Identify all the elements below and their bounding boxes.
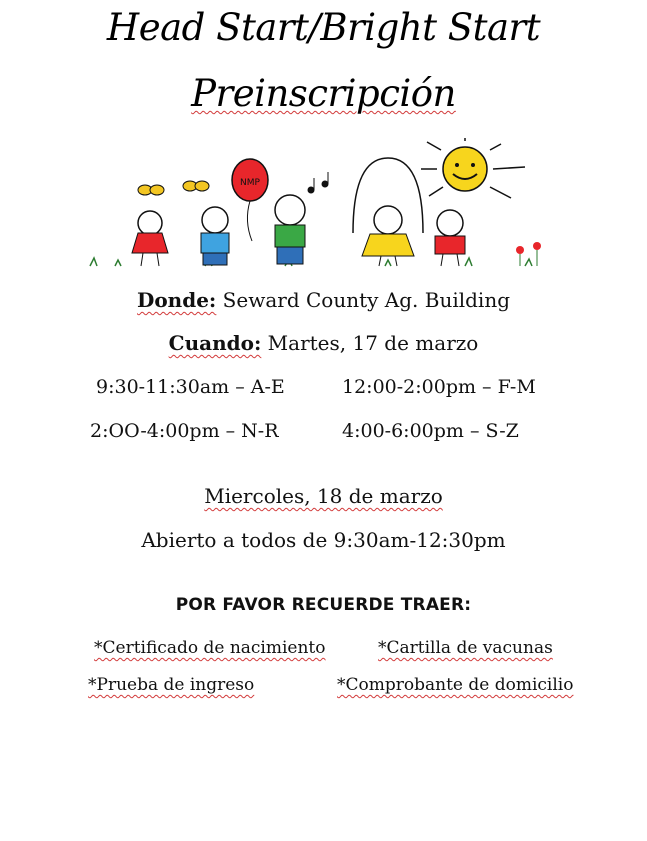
butterfly-icon [138,181,209,195]
bring-heading [0,595,647,615]
schedule-slot-2: 12:00-2:00pm – F-M [342,376,536,398]
bring-item [88,675,254,695]
child-2 [201,207,229,265]
second-day-hours [0,528,647,552]
location-value: Seward County Ag. Building [216,288,510,312]
title-line-2 [0,72,647,115]
child-4 [362,206,414,266]
balloon-icon [232,159,268,241]
schedule-slot [96,376,285,398]
bring-item-address-proof: *Comprobante de domicilio [337,675,574,695]
title-text-2: Preinscripción [191,72,456,115]
schedule-slot-3: 2:OO-4:00pm – N-R [90,420,279,442]
sun-icon [421,138,525,198]
schedule-slot-1: 9:30-11:30am – A-E [96,376,285,398]
balloon-label: NMP [240,178,260,188]
location-label: Donde: [137,288,217,312]
when-label: Cuando: [168,331,262,355]
title-line-1 [0,6,647,49]
bring-item-vaccination-card: *Cartilla de vacunas [378,638,553,658]
location-line [0,288,647,312]
child-5 [435,210,465,266]
date-line [0,331,647,355]
grass-icon [90,258,532,266]
children-playing-illustration [85,138,560,270]
second-day-date [0,484,647,508]
schedule-slot [342,420,519,442]
child-3 [275,195,305,264]
when-value: Martes, 17 de marzo [261,331,479,355]
flowers-icon [516,242,541,266]
music-notes-icon [308,172,328,193]
second-day-hours-text: Abierto a todos de 9:30am-12:30pm [141,528,506,552]
bring-item [94,638,326,658]
title-text-1: Head Start/Bright Start [106,6,541,49]
bring-item [337,675,573,695]
bring-item-income-proof: *Prueba de ingreso [88,675,255,695]
bring-item [378,638,553,658]
schedule-slot-4: 4:00-6:00pm – S-Z [342,420,519,442]
bring-item-birth-certificate: *Certificado de nacimiento [94,638,326,658]
child-1 [132,211,168,266]
second-day-date-text: Miercoles, 18 de marzo [204,484,443,508]
schedule-slot [90,420,279,442]
bring-heading-text: POR FAVOR RECUERDE TRAER: [175,595,472,615]
schedule-slot [342,376,536,398]
